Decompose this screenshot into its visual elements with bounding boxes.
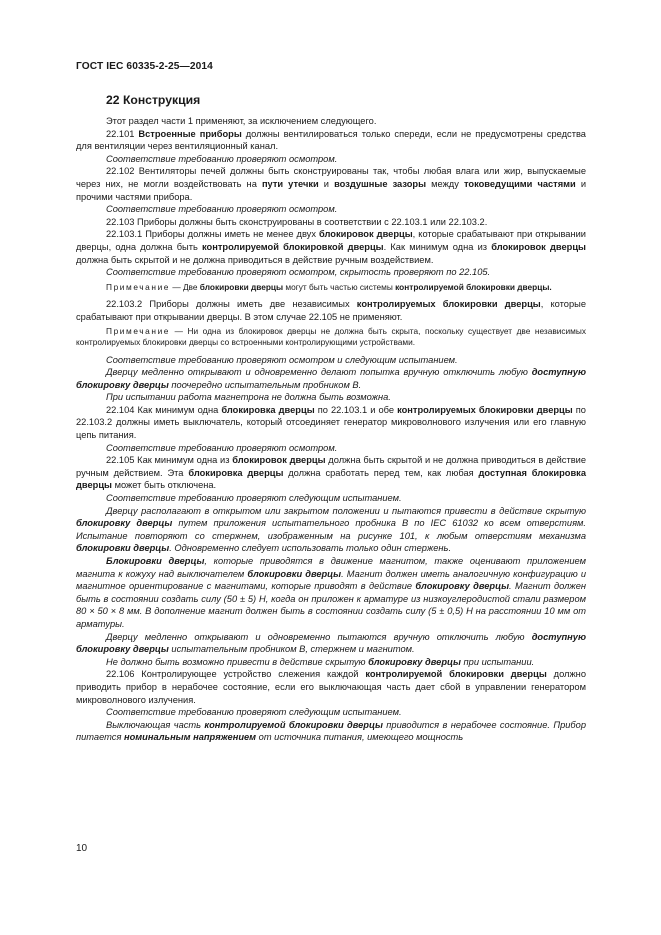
defined-term: блокировку дверцы [415, 581, 510, 592]
note-paragraph [76, 282, 586, 293]
text-run: и [318, 178, 335, 189]
text-run: Соответствие требованию проверяют осмотром, скрытость проверяют по 22.105. [106, 267, 491, 278]
body-paragraph [76, 115, 586, 128]
text-run: должно приводить прибор в нерабочее состояние, если его выключающая часть дает сбой в управлении генератором микроволнового излучения. [76, 669, 586, 705]
section-body [76, 115, 586, 744]
body-paragraph [76, 404, 586, 442]
text-run: Соответствие требованию проверяют осмотром. [106, 153, 338, 164]
body-paragraph [76, 719, 586, 744]
defined-term: блокировку дверцы [76, 518, 173, 529]
text-run: 22.103.1 Приборы должны иметь не менее двух [106, 229, 320, 240]
text-run: по 22.103.2 должны иметь выключатель, который отсоединяет генератор микроволнового излучения или его главную цепь питания. [76, 404, 586, 441]
text-run: . Магнит должен быть в состоянии создать силу (50 ± 5) Н, когда он приложен к арматуре из низкоуглеродистой стали размером 80 × 50 × 8 мм. В дополнение магнит должен быть в состоянии создать силу (5 ± 0,5) Н на расстоянии 10 мм от арматуры. [76, 581, 586, 629]
text-run: приводится в нерабочее состояние. Прибор питается [76, 719, 586, 743]
text-run: Выключающая часть [106, 719, 205, 730]
text-run: , которые приводятся в движение магнитом, также оценивают приложением магнита к кожуху над выключателем [76, 556, 586, 579]
text-run: — Две [170, 281, 200, 292]
defined-term: доступную блокировку дверцы [76, 631, 586, 655]
defined-term: блокировок дверцы [232, 455, 326, 466]
text-run: испытательным пробником B, стержнем и магнитом. [168, 644, 415, 655]
text-run: может быть отключена. [112, 480, 217, 491]
text-run: При испытании работа магнетрона не должна быть возможна. [106, 392, 391, 403]
defined-term: воздушные зазоры [334, 178, 427, 189]
text-run: между [426, 178, 464, 189]
defined-term: контролируемой блокировки дверцы [365, 669, 547, 680]
text-run: , которые срабатывают при открывании дверцы, одна должна быть [76, 229, 586, 252]
text-run: Соответствие требованию проверяют следующим испытанием. [106, 493, 402, 504]
defined-term: блокировок дверцы [319, 229, 413, 240]
defined-term: блокировок дверцы [491, 241, 586, 252]
text-run: при испытании. [460, 656, 535, 667]
text-run: должна сработать перед тем, как любая [283, 467, 479, 478]
body-paragraph [76, 266, 586, 279]
text-run: Соответствие требованию проверяют осмотром. [106, 442, 338, 453]
text-run: Этот раздел части 1 применяют, за исключением следующего. [106, 116, 377, 126]
body-paragraph [76, 216, 586, 229]
body-paragraph [76, 228, 586, 266]
body-paragraph [76, 298, 586, 323]
defined-term: контролируемых блокировки дверцы [356, 298, 541, 309]
text-run: путем приложения испытательного пробника B по IEC 61032 ко всем отверстиям. Испытание повторяют со стержнем, изображенным на рисунке 101, к любым отверстиям механизма [76, 518, 586, 541]
text-run: Соответствие требованию проверяют осмотром и следующим испытанием. [106, 354, 458, 365]
body-paragraph [76, 153, 586, 166]
defined-term: пути утечки [261, 178, 319, 189]
defined-term: блокировку дверцы [368, 656, 461, 667]
body-paragraph [76, 165, 586, 203]
text-run: 22.103.2 Приборы должны иметь две независимых [106, 298, 357, 309]
text-run: 22.106 Контролирующее устройство слежения каждой [106, 669, 366, 680]
note-label: Примечание [106, 281, 171, 292]
text-run: и прочими частями прибора. [76, 178, 587, 202]
body-paragraph [76, 366, 586, 391]
text-run: — Ни одна из блокировок дверцы не должна быть скрыта, поскольку существует две независимых контролируемых блокировки дверцы со встроенными контролирующими устройствами. [76, 326, 586, 348]
body-paragraph [76, 354, 586, 367]
defined-term: доступная блокировка дверцы [76, 467, 586, 491]
text-run: Дверцу располагают в открытом или закрытом положении и пытаются привести в действие скрытую [106, 505, 586, 516]
text-run: . Одновременно следует использовать только один стержень. [169, 543, 452, 554]
text-run: Соответствие требованию проверяют следующим испытанием. [106, 707, 402, 718]
text-run: Не должно быть возможно привести в действие скрытую [106, 656, 369, 667]
body-paragraph [76, 203, 586, 216]
defined-term: блокировки дверцы [199, 281, 284, 292]
body-paragraph [76, 128, 586, 153]
body-paragraph [76, 442, 586, 455]
text-run: по 22.103.1 и обе [314, 404, 398, 415]
body-paragraph [76, 492, 586, 505]
body-paragraph [76, 391, 586, 404]
note-label: Примечание [106, 326, 171, 337]
defined-term: блокировки дверцы [247, 568, 342, 579]
text-run: должна быть скрытой и не должна приводиться в действие ручным воздействием. [76, 254, 434, 265]
text-run: 22.103 Приборы должны быть сконструированы в соответствии с 22.103.1 или 22.103.2. [106, 216, 488, 227]
text-run: могут быть частью системы [283, 281, 396, 292]
defined-term: контролируемой блокировки дверцы. [395, 281, 552, 292]
body-paragraph [76, 505, 586, 555]
text-run: . Магнит должен иметь аналогичную конфигурацию и магнитное ориентирование с магнитами, которые приводят в действие [76, 568, 586, 592]
body-paragraph [76, 454, 586, 492]
text-run: . Как минимум одна из [383, 241, 492, 252]
note-paragraph [76, 326, 586, 348]
text-run: , которые срабатывают при открывании дверцы. В этом случае 22.105 не применяют. [76, 298, 586, 322]
text-run: должна быть скрытой и не должна приводиться в действие ручным действием. Эта [76, 455, 587, 478]
text-run: Дверцу медленно открывают и одновременно делают попытка вручную отключить любую [106, 367, 532, 378]
text-run: 22.105 Как минимум одна из [106, 455, 233, 466]
text-run: Дверцу медленно открывают и одновременно пытаются вручную отключить любую [106, 631, 532, 642]
body-paragraph [76, 668, 586, 706]
body-paragraph [76, 631, 586, 656]
defined-term: блокировка дверцы [188, 467, 284, 478]
defined-term: Встроенные приборы [138, 128, 242, 139]
defined-term: контролируемой блокировкой дверцы [202, 241, 384, 252]
body-paragraph [76, 555, 586, 631]
text-run: 22.101 [106, 128, 139, 139]
defined-term: контролируемой блокировки дверцы [204, 719, 383, 730]
text-run: поочередно испытательным пробником B. [168, 379, 362, 390]
standard-header: ГОСТ IEC 60335-2-25—2014 [76, 61, 213, 72]
page-number: 10 [76, 843, 88, 854]
defined-term: контролируемых блокировки дверцы [397, 404, 573, 415]
defined-term: блокировки дверцы [76, 543, 170, 554]
body-paragraph [76, 656, 586, 669]
defined-term: блокировка дверцы [221, 404, 315, 415]
text-run: Соответствие требованию проверяют осмотром. [106, 204, 338, 215]
body-paragraph [76, 706, 586, 719]
text-run: 22.102 Вентиляторы печей должны быть сконструированы так, чтобы любая влага или жир, выпускаемые через них, не могли воздействовать на [76, 166, 586, 189]
defined-term: номинальным напряжением [124, 732, 257, 743]
section-title: 22 Конструкция [106, 93, 201, 107]
text-run: от источника питания, имеющего мощность [256, 732, 464, 743]
text-run: 22.104 Как минимум одна [106, 404, 222, 415]
defined-term: доступную блокировку дверцы [76, 367, 586, 390]
text-run: должны вентилироваться только спереди, если не предусмотрены средства для вентиляции через вентиляционный канал. [76, 128, 586, 152]
defined-term: Блокировки дверцы [106, 556, 205, 567]
defined-term: токоведущими частями [463, 178, 576, 189]
